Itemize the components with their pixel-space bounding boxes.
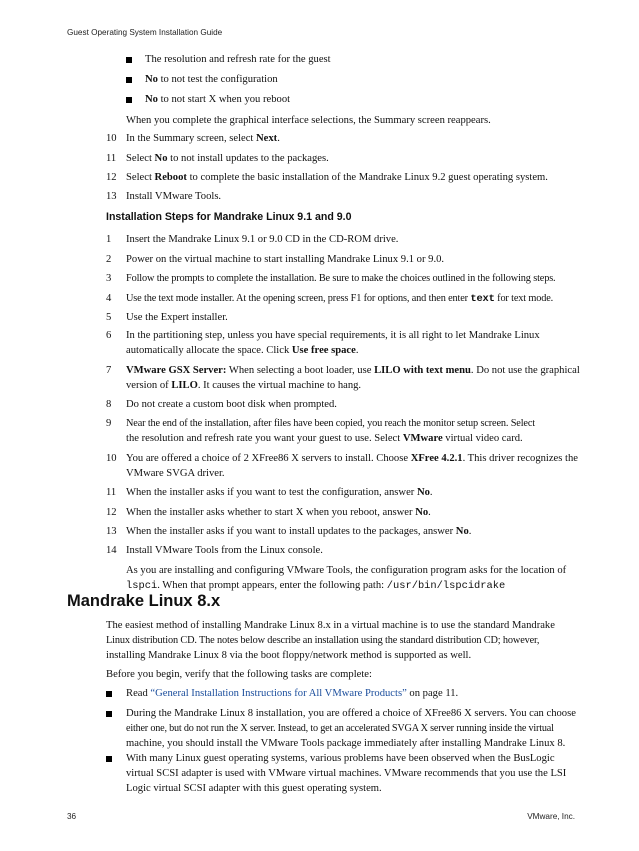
bullet-text: No to not start X when you reboot	[145, 94, 291, 105]
step-text: Select Reboot to complete the basic installation of the Mandrake Linux 9.2 guest operating system.	[126, 172, 548, 183]
step-text: Near the end of the installation, after files have been copied, you reach the monitor setup screen. Select	[126, 418, 535, 429]
step-number: 11	[106, 153, 117, 164]
tools-note: As you are installing and configuring VMware Tools, the configuration program asks for the location of	[126, 565, 567, 576]
bullet-text: Read “General Installation Instructions for All VMware Products” on page 11.	[126, 688, 459, 699]
step-text: automatically allocate the space. Click Use free space.	[126, 345, 359, 356]
section-heading: Mandrake Linux 8.x	[67, 592, 221, 610]
footer-company: VMware, Inc.	[527, 812, 575, 821]
step-text: You are offered a choice of 2 XFree86 X servers to install. Choose XFree 4.2.1. This driver recognizes the	[126, 453, 578, 464]
tools-note: lspci. When that prompt appears, enter the following path: /usr/bin/lspcidrake	[126, 580, 506, 592]
step-text: In the partitioning step, unless you have special requirements, it is all right to let Mandrake Linux	[126, 330, 540, 341]
bullet-icon	[126, 57, 132, 63]
step-text: VMware SVGA driver.	[126, 468, 225, 479]
bullet-text: During the Mandrake Linux 8 installation, you are offered a choice of XFree86 X servers. You can choose	[126, 708, 576, 719]
bullet-text: machine, you should install the VMware Tools package immediately after installing Mandrake Linux 8.	[126, 738, 566, 749]
step-text: When the installer asks if you want to install updates to the packages, answer No.	[126, 526, 472, 537]
step-number: 9	[106, 418, 112, 429]
intro-text: Linux distribution CD. The notes below describe an installation using the standard distribution CD; however,	[106, 635, 540, 646]
step-number: 4	[106, 293, 112, 304]
bullet-icon	[126, 97, 132, 103]
page-number: 36	[67, 812, 77, 821]
step-number: 10	[106, 133, 117, 144]
step-number: 3	[106, 273, 112, 284]
step-text: Power on the virtual machine to start installing Mandrake Linux 9.1 or 9.0.	[126, 254, 445, 265]
subsection-heading: Installation Steps for Mandrake Linux 9.1 and 9.0	[106, 211, 352, 223]
step-number: 5	[106, 312, 112, 323]
step-text: Use the Expert installer.	[126, 312, 228, 323]
intro-text: The easiest method of installing Mandrake Linux 8.x in a virtual machine is to use the standard Mandrake	[106, 620, 555, 631]
step-text: Do not create a custom boot disk when prompted.	[126, 399, 337, 410]
step-text: When the installer asks whether to start X when you reboot, answer No.	[126, 507, 431, 518]
step-text: Follow the prompts to complete the installation. Be sure to make the choices outlined in the following steps.	[126, 273, 556, 284]
intro-text: installing Mandrake Linux 8 via the boot floppy/network method is supported as well.	[106, 650, 472, 661]
step-number: 6	[106, 330, 112, 341]
bullet-text: No to not test the configuration	[145, 74, 278, 85]
step-text: Use the text mode installer. At the opening screen, press F1 for options, and then enter text for text mode.	[126, 293, 554, 305]
bullet-text: The resolution and refresh rate for the guest	[145, 54, 331, 65]
step-number: 11	[106, 487, 117, 498]
step-text: Select No to not install updates to the packages.	[126, 153, 329, 164]
step-text: VMware GSX Server: When selecting a boot loader, use LILO with text menu. Do not use the graphical	[126, 365, 580, 376]
step-number: 13	[106, 526, 117, 537]
step-text: In the Summary screen, select Next.	[126, 133, 280, 144]
step-number: 1	[106, 234, 112, 245]
step-number: 10	[106, 453, 117, 464]
running-header: Guest Operating System Installation Guide	[67, 28, 223, 37]
step-number: 2	[106, 254, 112, 265]
step-text: Install VMware Tools from the Linux console.	[126, 545, 323, 556]
bullet-text: virtual SCSI adapter is used with VMware virtual machines. VMware recommends that you use the LSI	[126, 768, 567, 779]
step-number: 13	[106, 191, 117, 202]
step-text: Insert the Mandrake Linux 9.1 or 9.0 CD in the CD-ROM drive.	[126, 234, 399, 245]
verify-text: Before you begin, verify that the following tasks are complete:	[106, 669, 372, 680]
step-number: 7	[106, 365, 112, 376]
bullet-text: With many Linux guest operating systems, various problems have been observed when the BusLogic	[126, 753, 555, 764]
bullet-text: either one, but do not run the X server. Instead, to get an accelerated SVGA X server running inside the virtual	[126, 723, 554, 734]
cross-reference-link[interactable]: “General Installation Instructions for All VMware Products”	[150, 688, 407, 699]
bullet-icon	[106, 756, 112, 762]
bullet-icon	[106, 691, 112, 697]
step-number: 14	[106, 545, 117, 556]
step-text: the resolution and refresh rate you want your guest to use. Select VMware virtual video card.	[126, 433, 523, 444]
step-text: When the installer asks if you want to test the configuration, answer No.	[126, 487, 433, 498]
bullet-text: Logic virtual SCSI adapter with this guest operating system.	[126, 783, 382, 794]
step-number: 8	[106, 399, 112, 410]
step-text: version of LILO. It causes the virtual machine to hang.	[126, 380, 362, 391]
step-number: 12	[106, 507, 117, 518]
summary-note: When you complete the graphical interface selections, the Summary screen reappears.	[126, 115, 491, 126]
step-text: Install VMware Tools.	[126, 191, 222, 202]
step-number: 12	[106, 172, 117, 183]
bullet-icon	[126, 77, 132, 83]
bullet-icon	[106, 711, 112, 717]
